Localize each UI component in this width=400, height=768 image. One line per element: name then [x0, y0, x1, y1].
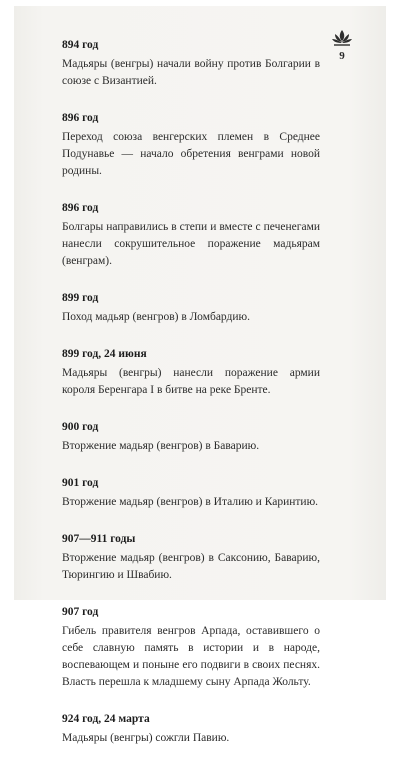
lotus-ornament-icon — [331, 28, 353, 48]
entry-text: Вторжение мадьяр (венгров) в Италию и Каринтию. — [62, 496, 319, 508]
entry-text: Мадьяры (венгры) сожгли Павию. — [62, 732, 230, 744]
entry — [62, 532, 320, 584]
entry-date: 899 год, 24 июня — [62, 348, 147, 360]
entry — [62, 291, 320, 326]
entry-date: 896 год — [62, 112, 99, 124]
entry-date: 907—911 годы — [62, 533, 136, 545]
entry-text: Вторжение мадьяр (венгров) в Саксонию, Баварию, Тюрингию и Швабию. — [62, 552, 320, 581]
entry-text: Переход союза венгерских племен в Среднее Подунавье — начало обретения венграми новой родины. — [62, 131, 320, 177]
entry-text: Поход мадьяр (венгров) в Ломбардию. — [62, 311, 250, 323]
entry-date: 899 год — [62, 292, 99, 304]
entry-text: Мадьяры (венгры) начали войну против Болгарии в союзе с Византией. — [62, 58, 320, 87]
entry-text: Вторжение мадьяр (венгров) в Баварию. — [62, 440, 260, 452]
entry-date: 907 год — [62, 606, 99, 618]
entry — [62, 347, 320, 399]
entry — [62, 111, 320, 180]
chronology — [62, 38, 320, 768]
entry — [62, 605, 320, 691]
entry — [62, 201, 320, 270]
entry-date: 896 год — [62, 202, 99, 214]
entry — [62, 420, 320, 455]
entry-date: 900 год — [62, 421, 99, 433]
page-number: 9 — [339, 50, 345, 62]
entry-date: 901 год — [62, 477, 99, 489]
entry-text: Мадьяры (венгры) нанесли поражение армии короля Беренгара I в битве на реке Бренте. — [62, 367, 320, 396]
entry-date: 924 год, 24 марта — [62, 713, 150, 725]
entry — [62, 38, 320, 90]
entry — [62, 476, 320, 511]
entry-date: 894 год — [62, 39, 99, 51]
entry-text: Болгары направились в степи и вместе с печенегами нанесли сокрушительное поражение мадьярам (венграм). — [62, 221, 320, 267]
entry — [62, 712, 320, 747]
entry-text: Гибель правителя венгров Арпада, оставившего о себе славную память в истории и в народе, воспевающем и поныне его подвиги в своих песнях. Власть перешла к младшему сыну Арпада Жольту. — [62, 625, 320, 688]
